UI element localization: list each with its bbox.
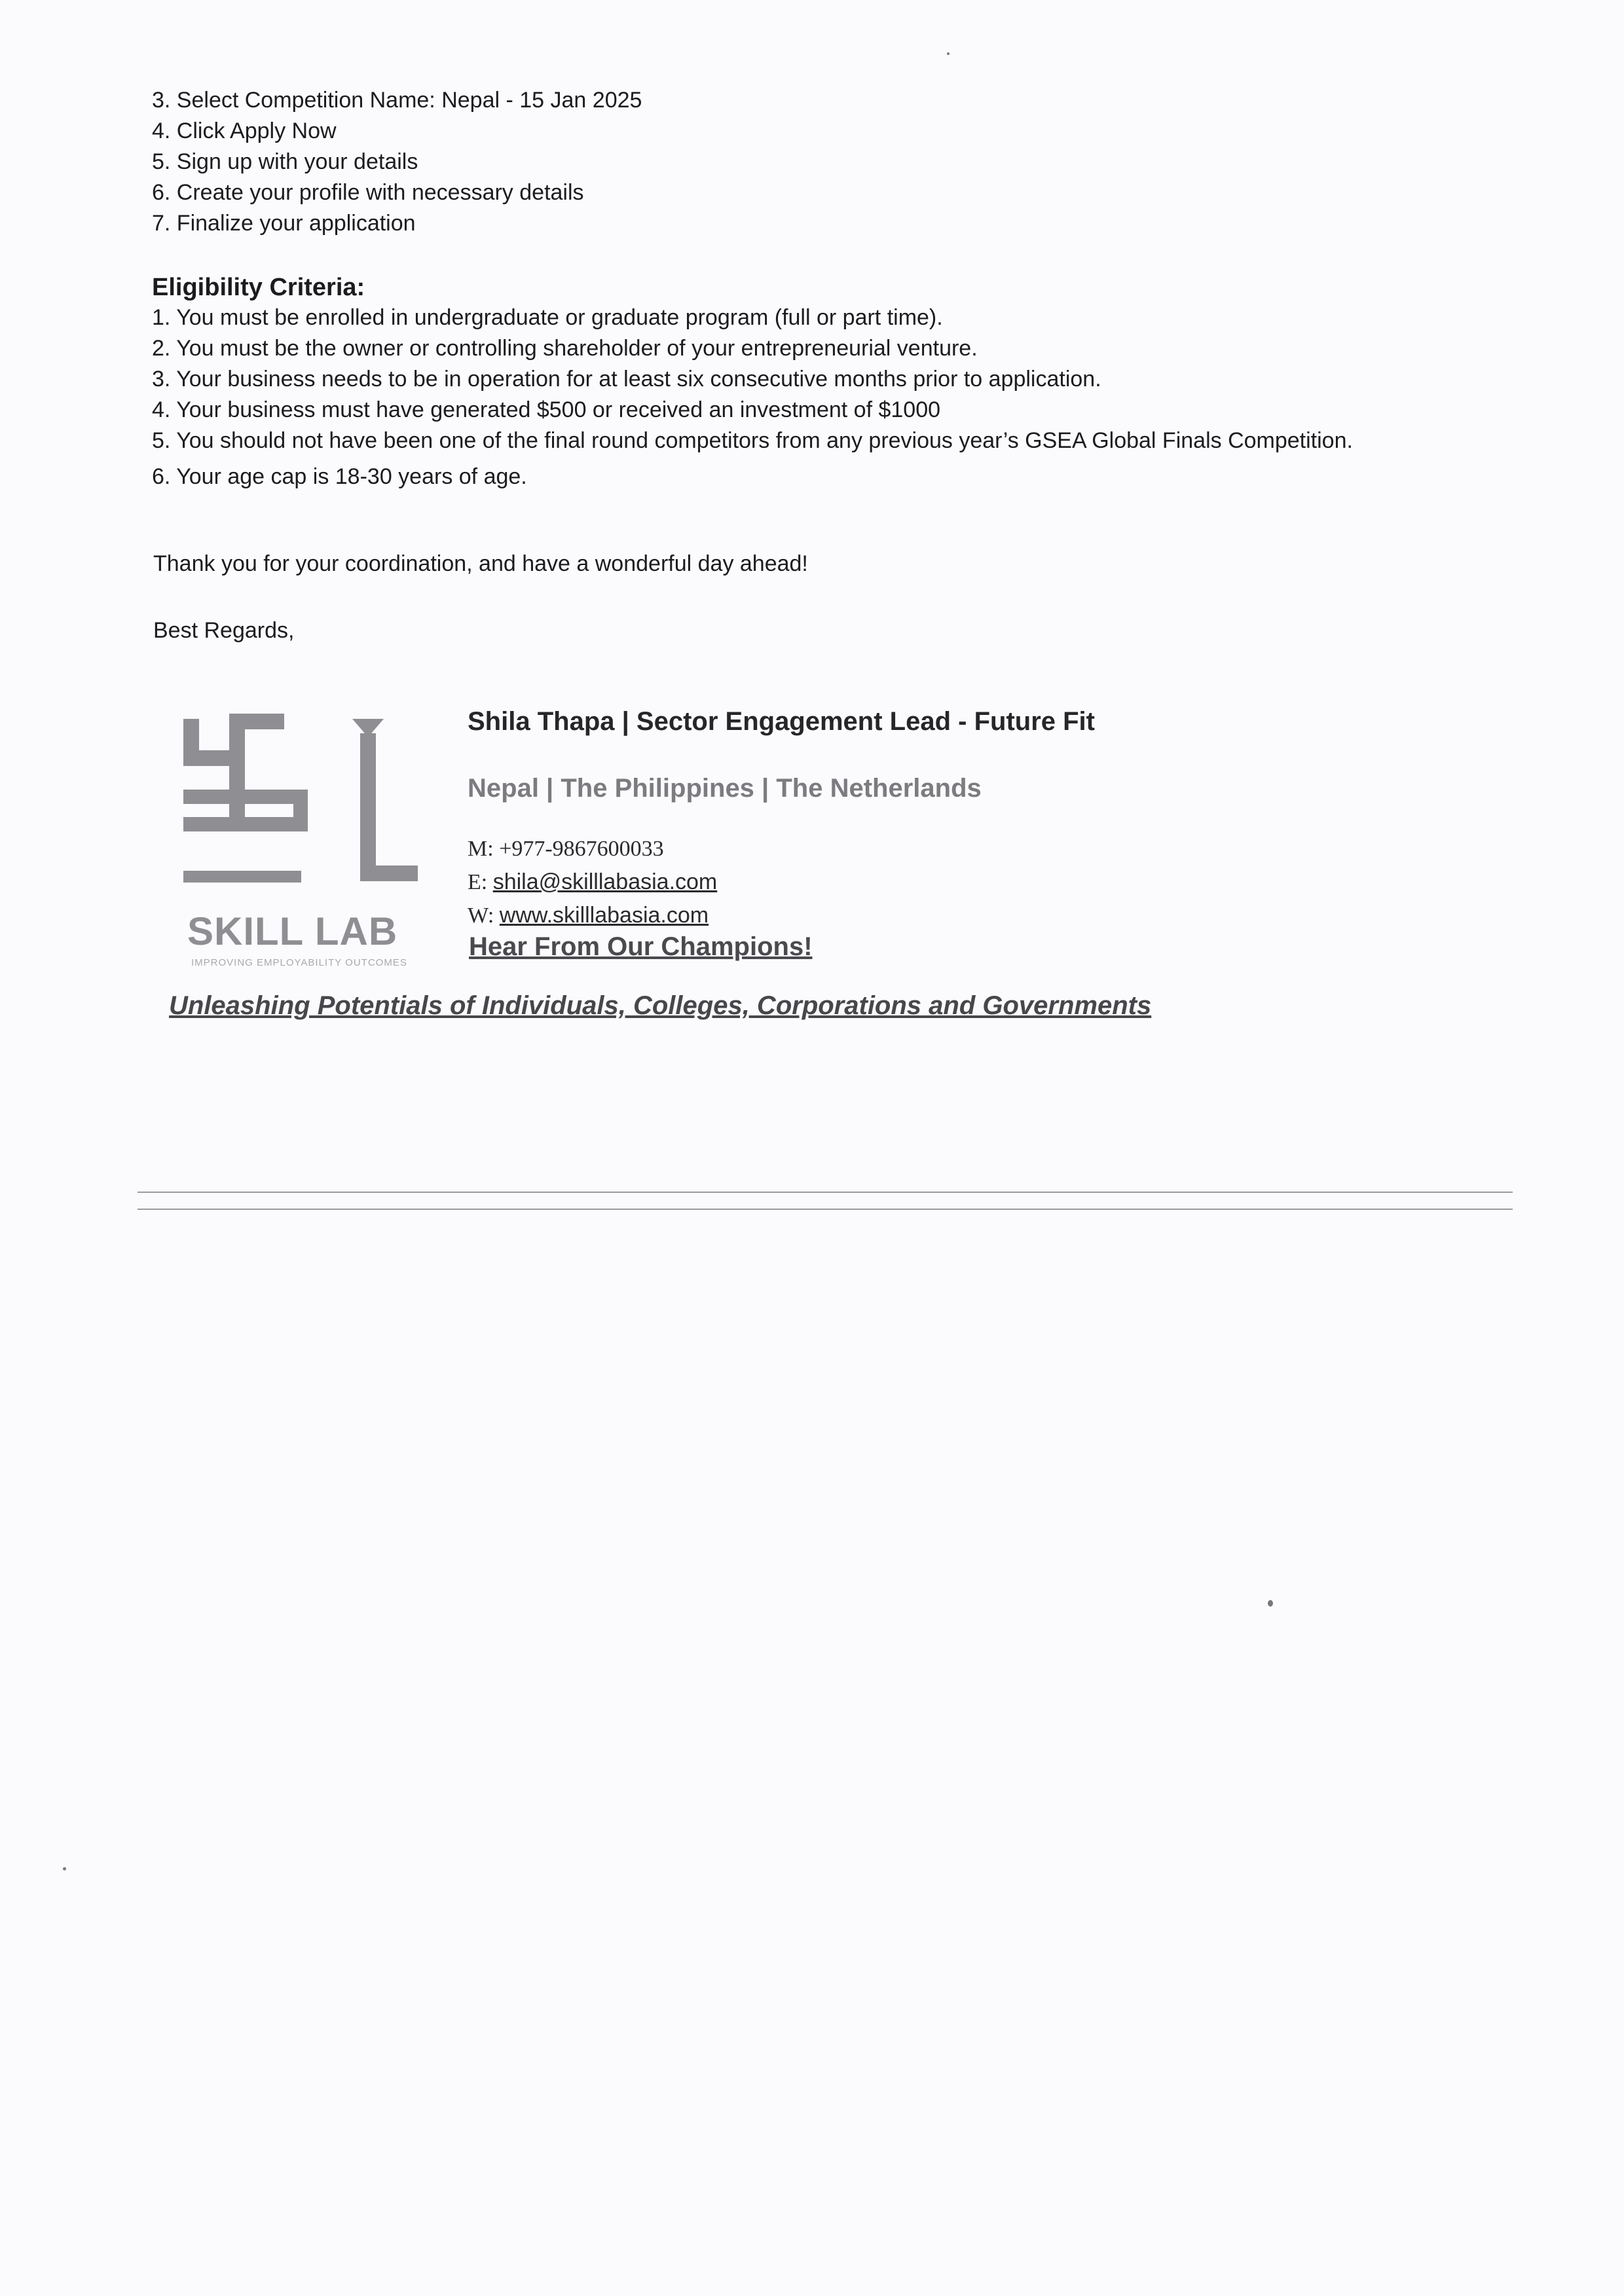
- list-item: 6. Your age cap is 18-30 years of age.: [152, 464, 527, 489]
- list-item: 3. Select Competition Name: Nepal - 15 Jan 2025: [152, 88, 642, 113]
- regards-text: Best Regards,: [153, 618, 295, 643]
- signature-name-title: Shila Thapa | Sector Engagement Lead - Future Fit: [468, 707, 1095, 736]
- thanks-text: Thank you for your coordination, and have a wonderful day ahead!: [153, 551, 808, 576]
- champions-link[interactable]: Hear From Our Champions!: [469, 932, 813, 961]
- phone-number: +977-9867600033: [499, 837, 664, 861]
- scan-speck: [1268, 1600, 1273, 1607]
- web-link[interactable]: www.skilllabasia.com: [499, 903, 709, 928]
- skill-lab-logo-mark: [183, 714, 432, 910]
- scan-speck: [63, 1867, 66, 1870]
- skill-lab-logo: [183, 714, 432, 975]
- divider-bottom: [138, 1209, 1513, 1210]
- signature-countries: Nepal | The Philippines | The Netherlands: [468, 774, 982, 803]
- phone-label: M:: [468, 837, 494, 861]
- list-item: 6. Create your profile with necessary details: [152, 180, 584, 205]
- scan-speck: [947, 52, 950, 55]
- list-item: 7. Finalize your application: [152, 211, 416, 236]
- email-link[interactable]: shila@skilllabasia.com: [492, 869, 718, 894]
- logo-subtitle: IMPROVING EMPLOYABILITY OUTCOMES: [191, 957, 407, 968]
- phone-line: [468, 833, 717, 866]
- email-label: E:: [468, 870, 488, 894]
- list-item: 5. Sign up with your details: [152, 149, 418, 174]
- eligibility-list: [152, 302, 1353, 492]
- web-line: [468, 899, 717, 932]
- signature-contacts: [468, 833, 717, 932]
- divider-top: [138, 1192, 1513, 1193]
- tagline-link[interactable]: Unleashing Potentials of Individuals, Colleges, Corporations and Governments: [169, 991, 1152, 1020]
- eligibility-heading: Eligibility Criteria:: [152, 274, 365, 301]
- list-item: 2. You must be the owner or controlling shareholder of your entrepreneurial venture.: [152, 336, 978, 361]
- list-item: 3. Your business needs to be in operation for at least six consecutive months prior to application.: [152, 367, 1101, 392]
- list-item: 5. You should not have been one of the final round competitors from any previous year’s GSEA Global Finals Competition.: [152, 428, 1353, 453]
- email-line: [468, 866, 717, 899]
- list-item: 4. Click Apply Now: [152, 118, 337, 143]
- application-steps: [152, 85, 642, 239]
- list-item: 4. Your business must have generated $500 or received an investment of $1000: [152, 397, 941, 422]
- logo-name: SKILL LAB: [187, 909, 398, 953]
- web-label: W:: [468, 903, 494, 928]
- list-item: 1. You must be enrolled in undergraduate or graduate program (full or part time).: [152, 305, 943, 330]
